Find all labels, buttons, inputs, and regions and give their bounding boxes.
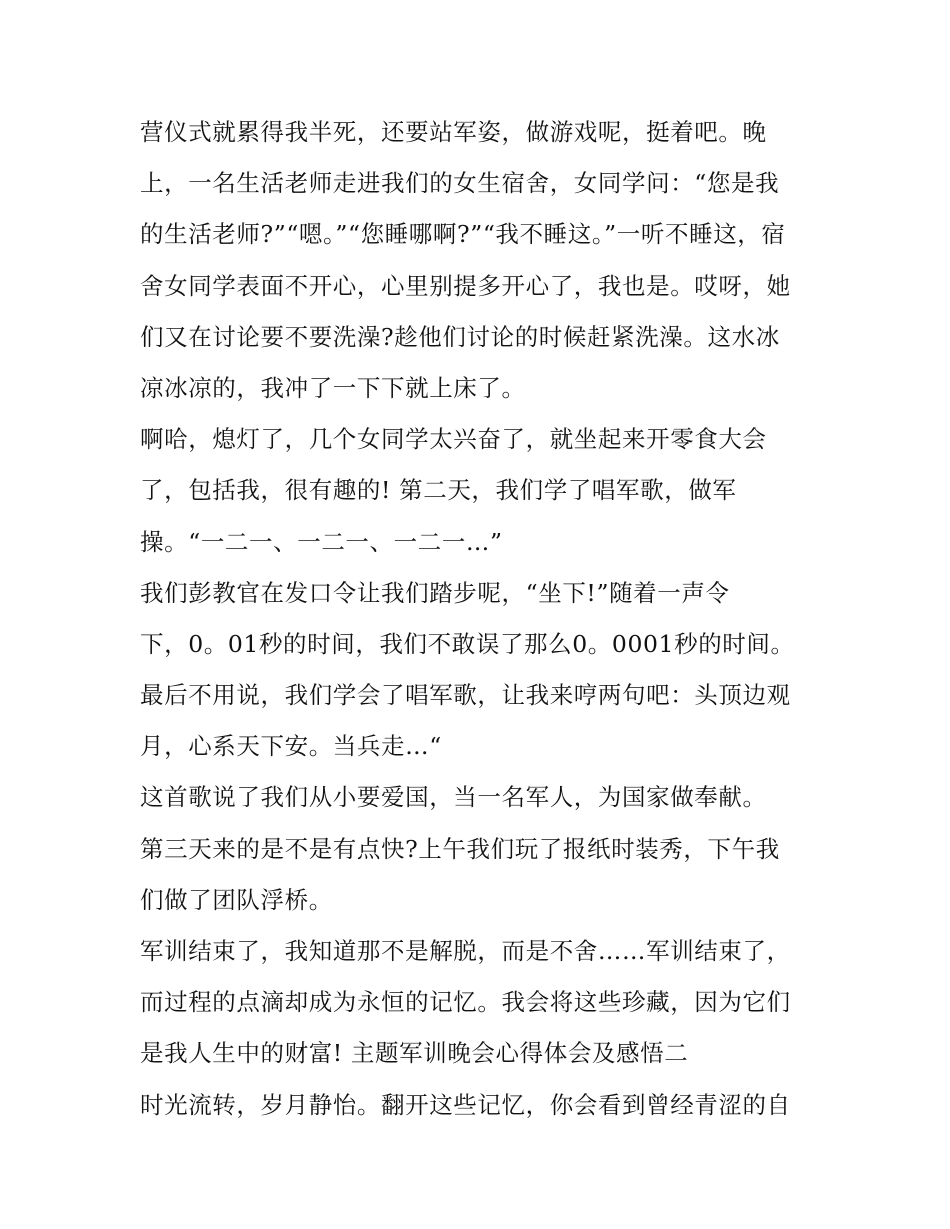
text-line: 第三天来的是不是有点快?上午我们玩了报纸时装秀，下午我 (140, 834, 780, 863)
text-line: 而过程的点滴却成为永恒的记忆。我会将这些珍藏，因为它们 (140, 988, 791, 1017)
text-line: 月，心系天下安。当兵走…“ (140, 732, 442, 761)
text-line: 操。“一二一、一二一、一二一…” (140, 527, 503, 556)
text-line: 最后不用说，我们学会了唱军歌，让我来哼两句吧：头顶边观 (140, 681, 791, 710)
text-line: 营仪式就累得我半死，还要站军姿，做游戏呢，挺着吧。晚 (140, 118, 767, 146)
text-line: 是我人生中的财富! 主题军训晚会心得体会及感悟二 (140, 1039, 689, 1068)
text-line: 我们彭教官在发口令让我们踏步呢，“坐下!”随着一声令 (140, 578, 730, 607)
text-line: 凉冰凉的，我冲了一下下就上床了。 (140, 373, 526, 402)
text-line: 军训结束了，我知道那不是解脱，而是不舍……军训结束了， (140, 937, 791, 965)
text-line: 舍女同学表面不开心，心里别提多开心了，我也是。哎呀，她 (140, 271, 791, 300)
text-line: 了，包括我，很有趣的! 第二天，我们学了唱军歌，做军 (140, 476, 737, 505)
text-line: 们做了团队浮桥。 (140, 885, 333, 914)
text-line: 上，一名生活老师走进我们的女生宿舍，女同学问：“您是我 (140, 169, 780, 198)
text-line: 时光流转，岁月静怡。翻开这些记忆，你会看到曾经青涩的自 (140, 1090, 791, 1119)
text-line: 这首歌说了我们从小要爱国，当一名军人，为国家做奉献。 (140, 783, 767, 812)
essay-text (140, 107, 830, 1131)
text-line: 们又在讨论要不要洗澡?趁他们讨论的时候赶紧洗澡。这水冰 (140, 322, 780, 351)
text-line: 的生活老师?”“嗯。”“您睡哪啊?”“我不睡这。”一听不睡这，宿 (140, 220, 786, 249)
text-line: 啊哈，熄灯了，几个女同学太兴奋了，就坐起来开零食大会 (140, 425, 767, 454)
text-line: 下，0。01秒的时间，我们不敢误了那么0。0001秒的时间。 (140, 629, 795, 658)
